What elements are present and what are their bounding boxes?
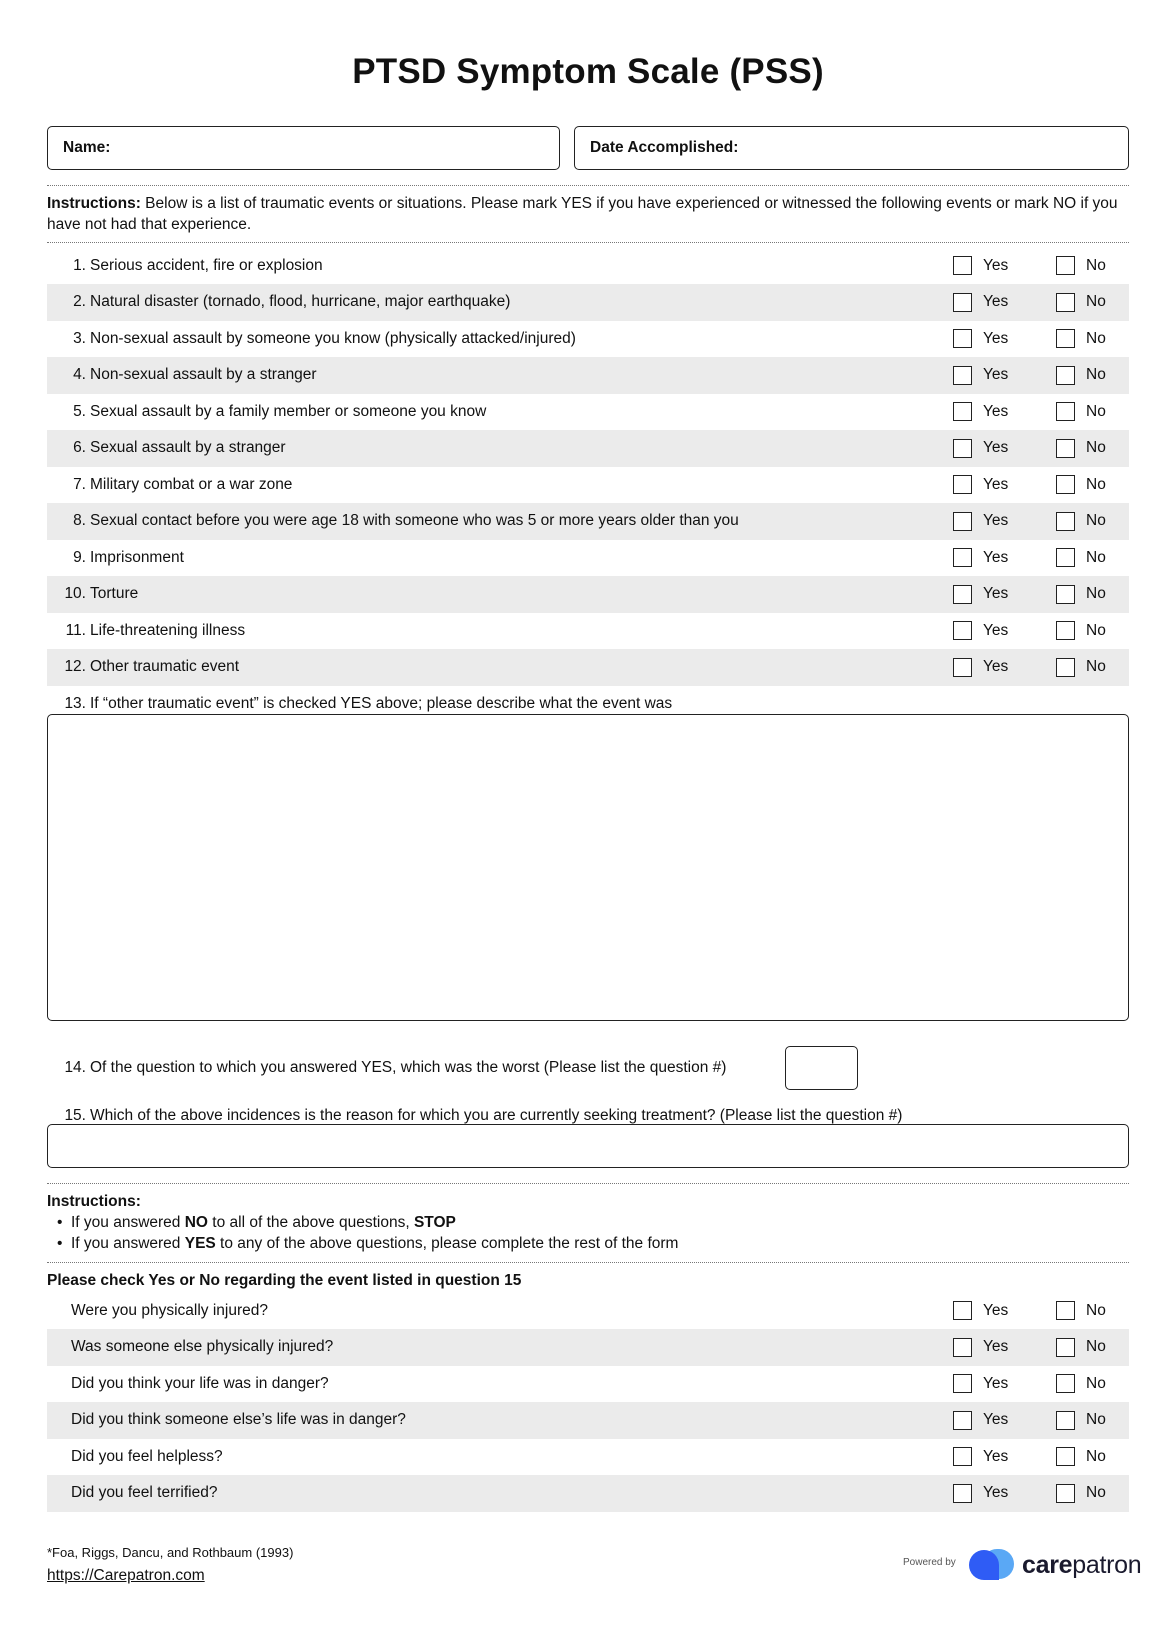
page-title: PTSD Symptom Scale (PSS) (352, 52, 824, 91)
event-row (47, 539, 1129, 576)
no-checkbox[interactable] (1056, 658, 1075, 677)
no-label: No (1086, 1301, 1106, 1319)
no-option[interactable] (1056, 357, 1106, 394)
event-text: Imprisonment (90, 548, 184, 566)
followup-question: Did you feel terrified? (71, 1484, 218, 1501)
no-option[interactable] (1056, 1402, 1106, 1439)
event-number: 11. (65, 621, 86, 639)
no-checkbox[interactable] (1056, 621, 1075, 640)
followup-row (47, 1475, 1129, 1512)
yes-label: Yes (983, 293, 1009, 310)
followup-row (47, 1292, 1129, 1329)
no-checkbox[interactable] (1056, 585, 1075, 604)
yes-label: Yes (983, 1484, 1009, 1501)
yes-label: Yes (983, 1301, 1009, 1319)
divider (47, 242, 1129, 243)
yes-label: Yes (983, 402, 1009, 420)
no-label: No (1086, 1374, 1106, 1392)
no-option[interactable] (1056, 1329, 1106, 1366)
date-label: Date Accomplished: (590, 139, 739, 156)
question-text: Which of the above incidences is the reason for which you are currently seeking treatment? (Please list the question #) (90, 1106, 903, 1124)
event-row (47, 466, 1129, 503)
yes-label: Yes (983, 621, 1009, 639)
no-label: No (1086, 1411, 1106, 1428)
followup-row (47, 1365, 1129, 1402)
no-option[interactable] (1056, 503, 1106, 540)
no-option[interactable] (1056, 539, 1106, 576)
yes-option[interactable] (953, 612, 1008, 649)
no-checkbox[interactable] (1056, 329, 1075, 348)
yes-label: Yes (983, 256, 1009, 274)
yes-checkbox[interactable] (953, 585, 972, 604)
no-option[interactable] (1056, 1438, 1106, 1475)
yes-checkbox[interactable] (953, 548, 972, 567)
yes-checkbox[interactable] (953, 658, 972, 677)
no-option[interactable] (1056, 466, 1106, 503)
followup-question: Was someone else physically injured? (71, 1338, 334, 1355)
no-option[interactable] (1056, 612, 1106, 649)
divider (47, 185, 1129, 186)
yes-option[interactable] (953, 466, 1008, 503)
no-label: No (1086, 1338, 1106, 1355)
followup-row (47, 1402, 1129, 1439)
event-text: Serious accident, fire or explosion (90, 256, 323, 274)
carepatron-link[interactable]: https://Carepatron.com (47, 1567, 205, 1584)
no-label: No (1086, 402, 1106, 420)
event-row (47, 247, 1129, 284)
event-text: Sexual assault by a family member or someone you know (90, 402, 487, 420)
followup-question: Did you feel helpless? (71, 1447, 223, 1465)
yes-option[interactable] (953, 1365, 1008, 1402)
event-row (47, 576, 1129, 613)
no-label: No (1086, 621, 1106, 639)
followup-question: Did you think your life was in danger? (71, 1374, 329, 1392)
event-text: Torture (90, 585, 139, 602)
yes-option[interactable] (953, 357, 1008, 394)
instructions-text: Below is a list of traumatic events or situations. Please mark YES if you have experienced or witnessed the following events or mark NO if you have not had that experience. (47, 195, 1118, 233)
no-checkbox[interactable] (1056, 293, 1075, 312)
yes-option[interactable] (953, 576, 1008, 613)
event-text: Life-threatening illness (90, 621, 246, 639)
no-option[interactable] (1056, 576, 1106, 613)
divider (47, 1183, 1129, 1184)
no-option[interactable] (1056, 247, 1106, 284)
event-number: 7. (73, 475, 86, 493)
yes-checkbox[interactable] (953, 1301, 972, 1320)
event-text: Other traumatic event (90, 658, 240, 675)
event-row (47, 393, 1129, 430)
no-checkbox[interactable] (1056, 439, 1075, 458)
event-number: 6. (73, 439, 86, 456)
event-row (47, 320, 1129, 357)
yes-checkbox[interactable] (953, 366, 972, 385)
no-label: No (1086, 329, 1106, 347)
yes-checkbox[interactable] (953, 329, 972, 348)
no-checkbox[interactable] (1056, 1338, 1075, 1357)
instruction-continue: • If you answered YES to any of the above questions, please complete the rest of the form (47, 1233, 1129, 1254)
event-row (47, 284, 1129, 321)
yes-label: Yes (983, 1447, 1009, 1465)
event-number: 1. (73, 256, 86, 274)
yes-checkbox[interactable] (953, 1338, 972, 1357)
event-number: 2. (73, 293, 86, 310)
no-checkbox[interactable] (1056, 1447, 1075, 1466)
no-label: No (1086, 293, 1106, 310)
yes-option[interactable] (953, 1292, 1008, 1329)
followup-row (47, 1438, 1129, 1475)
question-14 (47, 1049, 1129, 1086)
carepatron-logo-icon (968, 1548, 1016, 1582)
no-option[interactable] (1056, 1475, 1106, 1512)
no-option[interactable] (1056, 1292, 1106, 1329)
no-label: No (1086, 658, 1106, 675)
yes-option[interactable] (953, 1475, 1008, 1512)
no-label: No (1086, 439, 1106, 456)
yes-option[interactable] (953, 284, 1008, 321)
question-number: 15. (64, 1106, 86, 1124)
event-number: 5. (73, 402, 86, 420)
yes-option[interactable] (953, 539, 1008, 576)
event-description-textarea[interactable] (47, 714, 1129, 1021)
yes-option[interactable] (953, 1438, 1008, 1475)
yes-option[interactable] (953, 503, 1008, 540)
yes-label: Yes (983, 439, 1009, 456)
no-checkbox[interactable] (1056, 1484, 1075, 1503)
followup-question: Were you physically injured? (71, 1301, 269, 1319)
no-option[interactable] (1056, 284, 1106, 321)
no-label: No (1086, 475, 1106, 493)
citation: *Foa, Riggs, Dancu, and Rothbaum (1993) (47, 1545, 294, 1560)
event-number: 8. (73, 512, 86, 529)
no-label: No (1086, 1447, 1106, 1465)
yes-option[interactable] (953, 430, 1008, 467)
event-text: Natural disaster (tornado, flood, hurricane, major earthquake) (90, 293, 511, 310)
question-text: Of the question to which you answered YES, which was the worst (Please list the question #) (90, 1058, 727, 1076)
instructions-lead: Instructions: (47, 195, 141, 212)
powered-by-label: Powered by (903, 1557, 956, 1568)
yes-label: Yes (983, 366, 1009, 383)
no-option[interactable] (1056, 393, 1106, 430)
yes-checkbox[interactable] (953, 512, 972, 531)
yes-label: Yes (983, 329, 1009, 347)
yes-option[interactable] (953, 247, 1008, 284)
followup-question: Did you think someone else’s life was in danger? (71, 1411, 406, 1428)
event-row (47, 612, 1129, 649)
event-text: Military combat or a war zone (90, 475, 293, 493)
event-number: 10. (64, 585, 86, 602)
yes-checkbox[interactable] (953, 1447, 972, 1466)
event-row (47, 430, 1129, 467)
divider (47, 1262, 1129, 1263)
instruction-stop: • If you answered NO to all of the above questions, STOP (47, 1212, 1129, 1233)
yes-checkbox[interactable] (953, 475, 972, 494)
yes-label: Yes (983, 1411, 1009, 1428)
no-option[interactable] (1056, 1365, 1106, 1402)
no-label: No (1086, 548, 1106, 566)
yes-checkbox[interactable] (953, 1374, 972, 1393)
yes-label: Yes (983, 585, 1009, 602)
brand-name: carepatron (1022, 1550, 1142, 1579)
yes-option[interactable] (953, 320, 1008, 357)
event-row (47, 649, 1129, 686)
event-text: Sexual assault by a stranger (90, 439, 286, 456)
followup-heading: Please check Yes or No regarding the event listed in question 15 (47, 1272, 522, 1289)
yes-label: Yes (983, 1374, 1009, 1392)
yes-checkbox[interactable] (953, 439, 972, 458)
no-label: No (1086, 256, 1106, 274)
question-text: If “other traumatic event” is checked YES above; please describe what the event was (90, 694, 673, 712)
event-number: 9. (73, 548, 86, 566)
no-checkbox[interactable] (1056, 402, 1075, 421)
name-field[interactable] (47, 126, 560, 170)
no-checkbox[interactable] (1056, 1301, 1075, 1320)
no-option[interactable] (1056, 649, 1106, 686)
event-number: 3. (73, 329, 86, 347)
yes-label: Yes (983, 512, 1009, 529)
event-row (47, 357, 1129, 394)
name-label: Name: (63, 139, 111, 156)
event-row (47, 503, 1129, 540)
yes-checkbox[interactable] (953, 621, 972, 640)
carepatron-logo (968, 1548, 1141, 1582)
yes-option[interactable] (953, 393, 1008, 430)
yes-checkbox[interactable] (953, 1484, 972, 1503)
no-checkbox[interactable] (1056, 512, 1075, 531)
instructions-lead: Instructions: (47, 1193, 141, 1210)
date-field[interactable] (574, 126, 1129, 170)
event-number: 12. (64, 658, 86, 675)
worst-question-input[interactable] (785, 1046, 858, 1090)
event-number: 4. (73, 366, 86, 383)
instructions-block (47, 1191, 1129, 1254)
yes-checkbox[interactable] (953, 293, 972, 312)
no-option[interactable] (1056, 430, 1106, 467)
question-number: 13. (64, 694, 86, 712)
no-checkbox[interactable] (1056, 548, 1075, 567)
no-label: No (1086, 512, 1106, 529)
event-text: Non-sexual assault by someone you know (physically attacked/injured) (90, 329, 576, 347)
yes-option[interactable] (953, 649, 1008, 686)
yes-label: Yes (983, 548, 1009, 566)
instructions-list (47, 1212, 1129, 1254)
yes-label: Yes (983, 1338, 1009, 1355)
no-checkbox[interactable] (1056, 366, 1075, 385)
instructions-paragraph (47, 193, 1129, 235)
yes-checkbox[interactable] (953, 402, 972, 421)
no-label: No (1086, 1484, 1106, 1501)
no-checkbox[interactable] (1056, 1411, 1075, 1430)
question-number: 14. (64, 1058, 86, 1076)
yes-option[interactable] (953, 1402, 1008, 1439)
no-label: No (1086, 366, 1106, 383)
yes-checkbox[interactable] (953, 256, 972, 275)
no-checkbox[interactable] (1056, 256, 1075, 275)
event-text: Non-sexual assault by a stranger (90, 366, 317, 383)
event-text: Sexual contact before you were age 18 with someone who was 5 or more years older than you (90, 512, 739, 529)
yes-label: Yes (983, 475, 1009, 493)
no-checkbox[interactable] (1056, 1374, 1075, 1393)
followup-row (47, 1329, 1129, 1366)
yes-checkbox[interactable] (953, 1411, 972, 1430)
yes-label: Yes (983, 658, 1009, 675)
no-checkbox[interactable] (1056, 475, 1075, 494)
no-label: No (1086, 585, 1106, 602)
yes-option[interactable] (953, 1329, 1008, 1366)
no-option[interactable] (1056, 320, 1106, 357)
treatment-question-input[interactable] (47, 1124, 1129, 1168)
